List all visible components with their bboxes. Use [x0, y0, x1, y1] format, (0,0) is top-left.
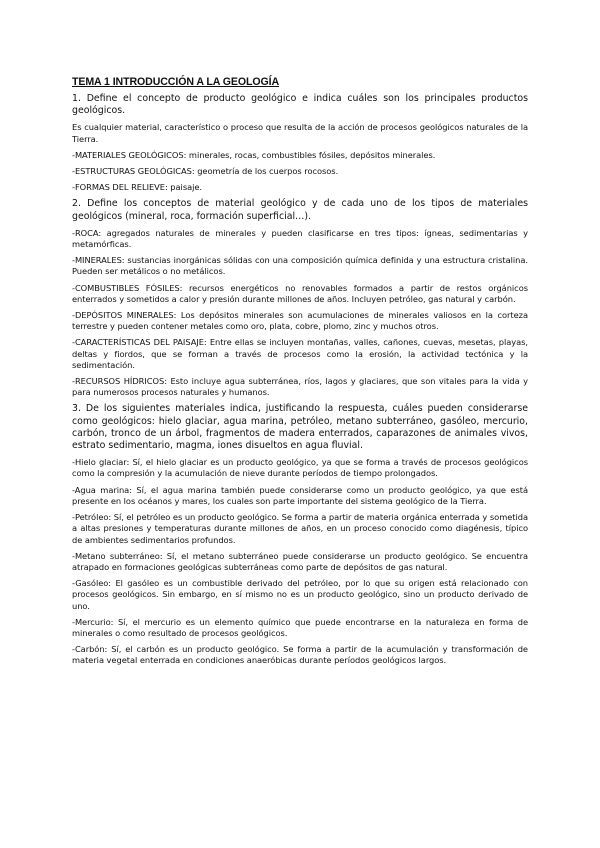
- list-item-depositos: -DEPÓSITOS MINERALES: Los depósitos minerales son acumulaciones de minerales valiosos en la corteza terrestre y pueden contener metales como oro, plata, cobre, plomo, zinc y muchos otros.: [72, 310, 528, 332]
- question-1: 1. Define el concepto de producto geológico e indica cuáles son los principales productos geológicos.: [72, 93, 528, 117]
- list-item-roca: -ROCA: agregados naturales de minerales y pueden clasificarse en tres tipos: ígneas, sedimentarias y metamórficas.: [72, 227, 528, 250]
- list-item-paisaje: -CARACTERÍSTICAS DEL PAISAJE: Entre ellas se incluyen montañas, valles, cañones, cuevas, mesetas, playas, deltas y fiordos, que se forman a través de procesos como la erosión, la actividad tectónica y la sedimentación.: [72, 337, 528, 370]
- list-item-recursos-hidricos: -RECURSOS HÍDRICOS: Esto incluye agua subterránea, ríos, lagos y glaciares, que son vitales para la vida y para numerosos procesos naturales y humanos.: [72, 376, 528, 398]
- question-3: 3. De los siguientes materiales indica, justificando la respuesta, cuáles pueden considerarse como geológicos: hielo glaciar, agua marina, petróleo, metano subterráneo, gasóleo, mercurio, carbón, tronco de un árbol, fragmentos de madera enterrados, caparazones de animales vivos, estrato sedimentario, magma, iones disueltos en agua fluvial.: [72, 403, 528, 452]
- answer-petroleo: -Petróleo: Sí, el petróleo es un producto geológico. Se forma a partir de materia orgánica enterrada y sometida a altas presiones y temperaturas durante millones de años, en un proceso conocido como diagénesis, típico de ambientes sedimentarios profundos.: [72, 512, 528, 545]
- list-item-materiales: -MATERIALES GEOLÓGICOS: minerales, rocas, combustibles fósiles, depósitos minerales.: [72, 149, 436, 160]
- paragraph-definition: Es cualquier material, característico o proceso que resulta de la acción de procesos geológicos naturales de la Tierra.: [72, 122, 528, 144]
- question-2: 2. Define los conceptos de material geológico y de cada uno de los tipos de materiales geológicos (mineral, roca, formación superficial…).: [72, 198, 528, 222]
- list-item-formas-relieve: -FORMAS DEL RELIEVE: paisaje.: [72, 182, 203, 193]
- document-page: [72, 76, 528, 672]
- answer-agua-marina: -Agua marina: Sí, el agua marina también puede considerarse como un producto geológico, ya que está presente en los océanos y mares, los cuales son parte importante del sistema geológico de la Tierra.: [72, 484, 528, 506]
- answer-mercurio: -Mercurio: Sí, el mercurio es un elemento químico que puede encontrarse en la naturaleza en forma de minerales o como resultado de procesos geológicos.: [72, 616, 528, 638]
- answer-carbon: -Carbón: Sí, el carbón es un producto geológico. Se forma a partir de la acumulación y transformación de materia vegetal enterrada en condiciones anaeróbicas durante períodos geológicos largos.: [72, 644, 528, 666]
- list-item-combustibles: -COMBUSTIBLES FÓSILES: recursos energéticos no renovables formados a partir de restos orgánicos enterrados y sometidos a calor y presión durante millones de años. Incluyen petróleo, gas natural y carbón.: [72, 282, 528, 304]
- list-item-estructuras: -ESTRUCTURAS GEOLÓGICAS: geometría de los cuerpos rocosos.: [72, 166, 339, 177]
- answer-hielo-glaciar: -Hielo glaciar: Sí, el hielo glaciar es un producto geológico, ya que se forma a través de procesos geológicos como la compresión y la acumulación de nieve durante períodos de tiempo prolongados.: [72, 457, 528, 479]
- answer-gasoleo: -Gasóleo: El gasóleo es un combustible derivado del petróleo, por lo que su origen está relacionado con procesos geológicos. Sin embargo, en sí mismo no es un producto geológico, sino un producto derivado de uno.: [72, 578, 528, 611]
- list-item-minerales: -MINERALES: sustancias inorgánicas sólidas con una composición química definida y una estructura cristalina. Pueden ser metálicos o no metálicos.: [72, 255, 528, 277]
- answer-metano: -Metano subterráneo: Sí, el metano subterráneo puede considerarse un producto geológico. Se encuentra atrapado en formaciones geológicas subterráneas como parte de depósitos de gas natural.: [72, 550, 528, 572]
- document-title: TEMA 1 INTRODUCCIÓN A LA GEOLOGÍA: [72, 76, 280, 88]
